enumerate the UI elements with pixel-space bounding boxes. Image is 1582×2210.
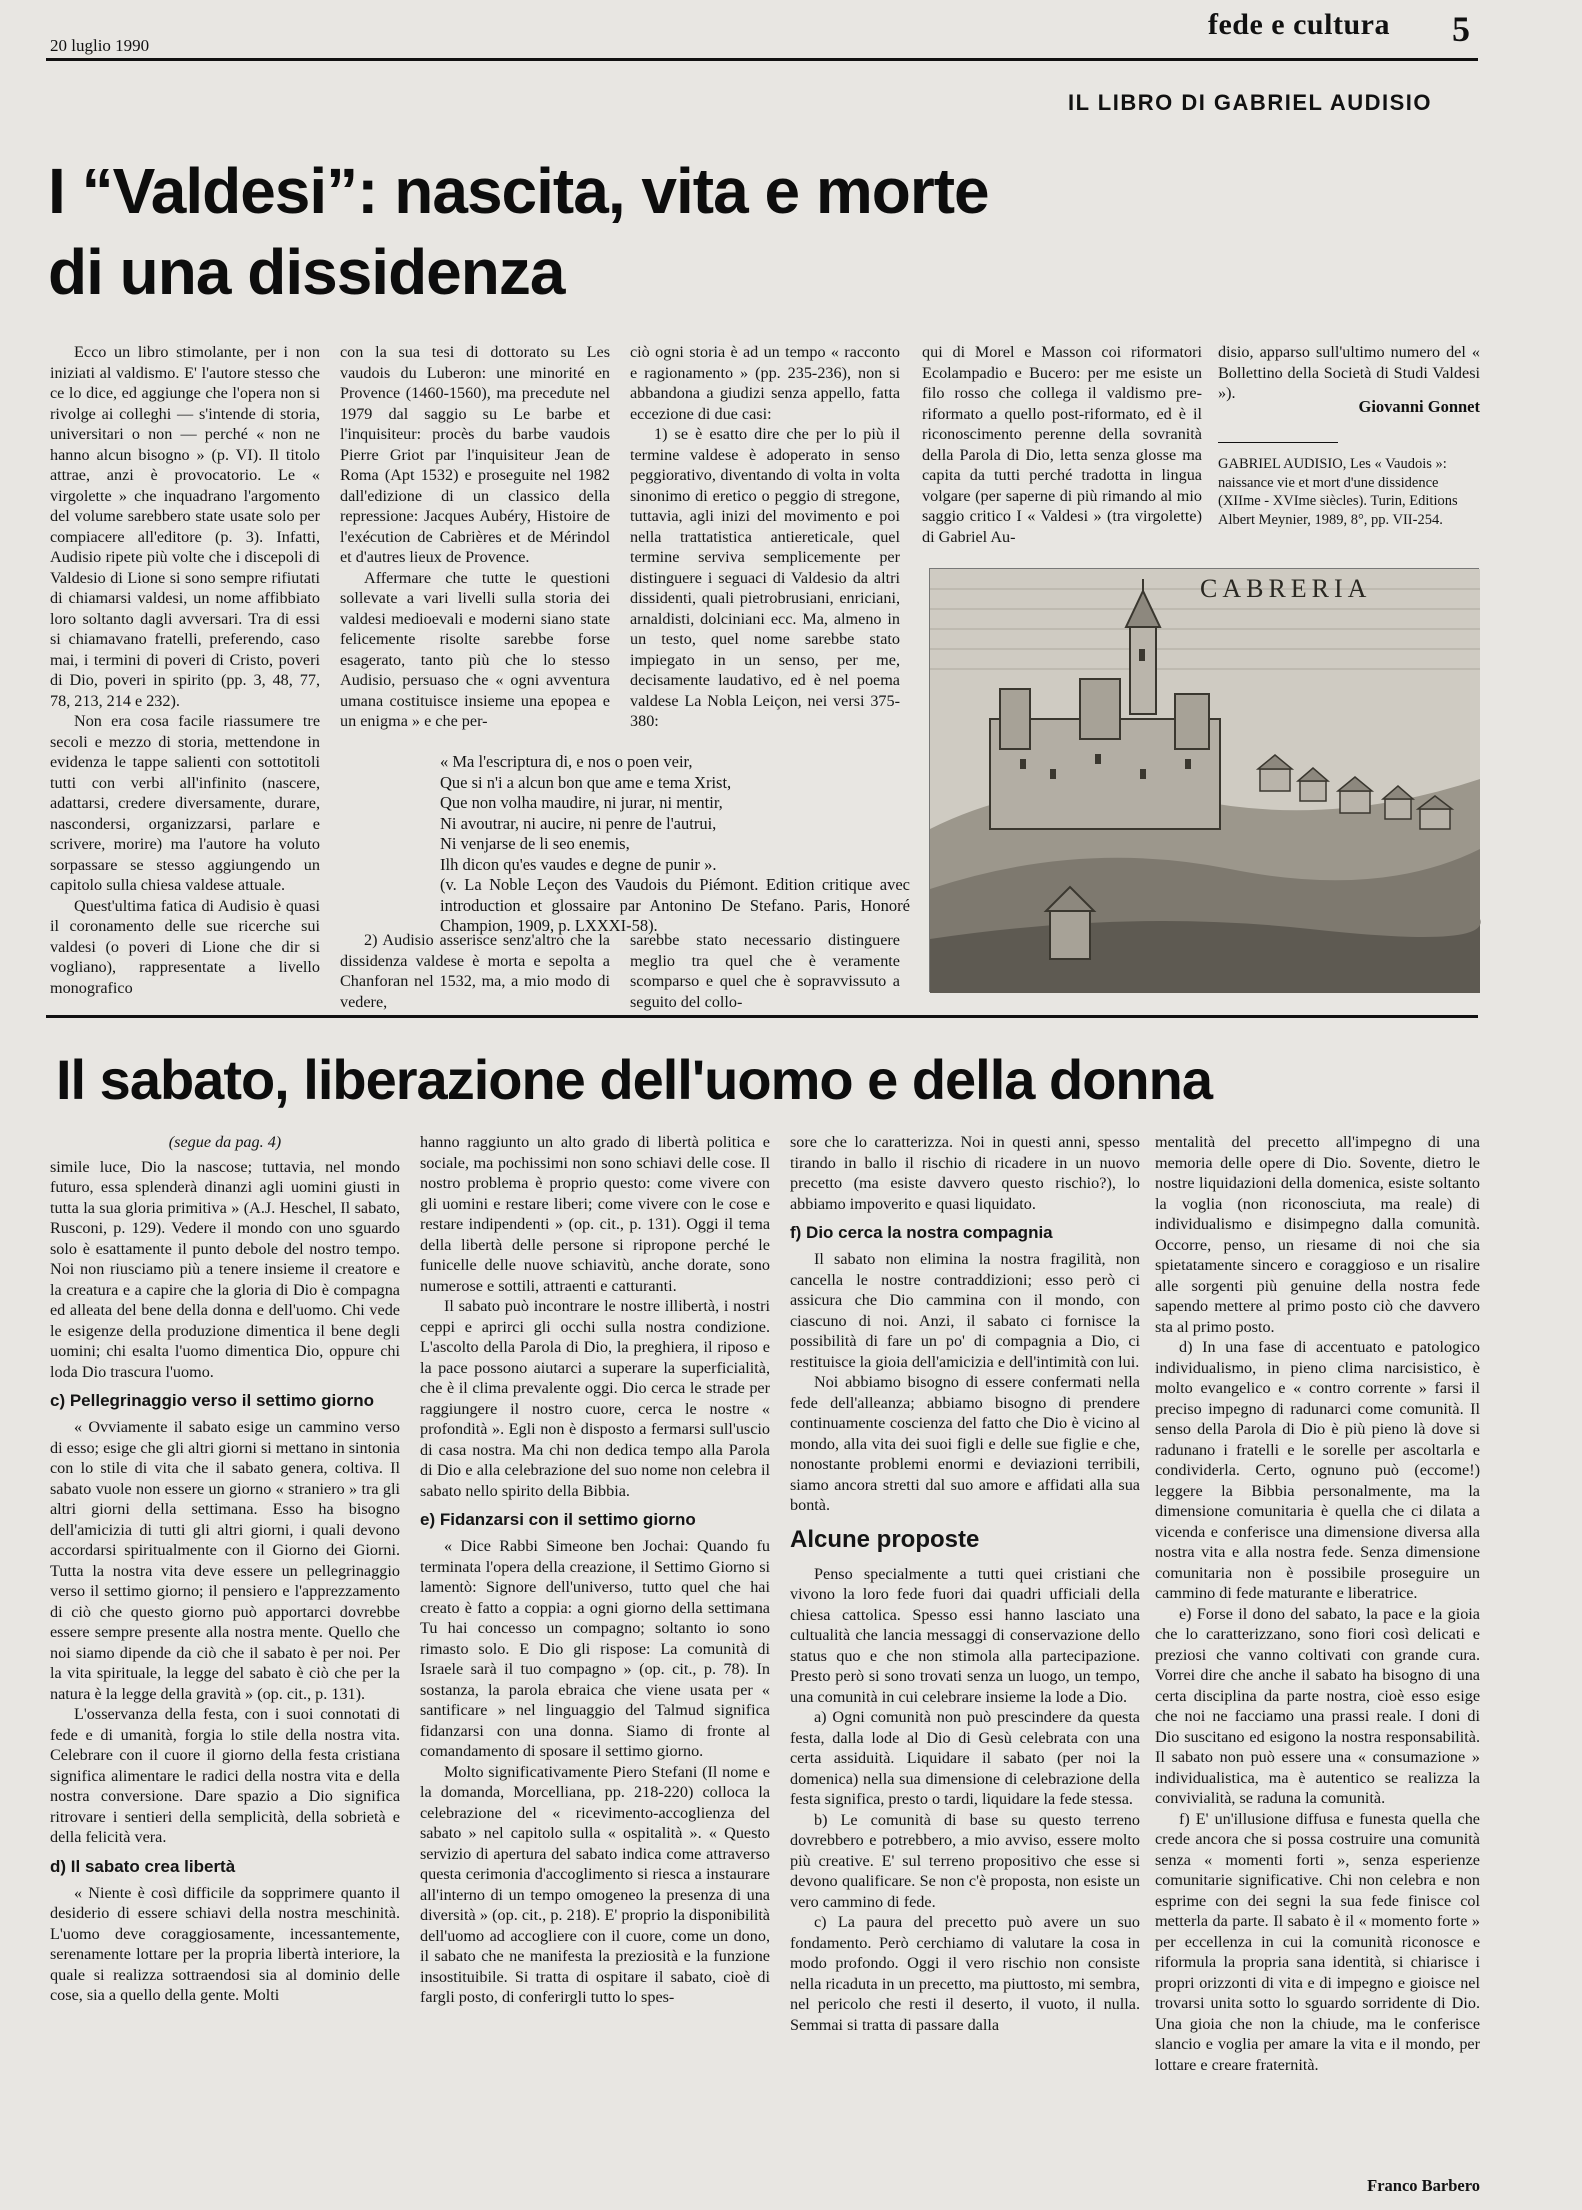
section-name: fede e cultura xyxy=(1208,8,1390,41)
paragraph: Quest'ultima fatica di Audisio è quasi il coronamento delle sue ricerche sui valdesi (o poveri di Lione che dir si vogliano), rappresentate a livello monografico xyxy=(50,896,320,997)
paragraph: Affermare che tutte le questioni sollevate a vari livelli sulla storia dei valdesi medioevali e moderni siano state felicemente risolte sarebbe forse esagerato, tanto più che lo stesso Audisio, persuaso che « ogni avventura umana costituisce insieme una epopea e un enigma » e che per- xyxy=(340,568,610,730)
paragraph: c) La paura del precetto può avere un suo fondamento. Però cerchiamo di valutare la cosa in modo profondo. Oggi il vero rischio non consiste nella ricaduta in un precetto, ma piuttosto, mi sembra, nel pericolo che resti il deserto, il vuoto, il nulla. Semmai si tratta di passare dalla xyxy=(790,1913,1140,2034)
verse-quotation xyxy=(440,752,910,937)
paragraph: a) Ogni comunità non può prescindere da questa festa, dalla lode al Dio di Gesù celebrata con una certa assiduità. Liquidare il sabato (per noi la domenica) nella sua dimensione di celebrazione della festa significa, presto o tardi, liquidare la fede stessa. xyxy=(790,1708,1140,1808)
subheading-proposals: Alcune proposte xyxy=(790,1525,980,1553)
paragraph: Molto significativamente Piero Stefani (Il nome e la domanda, Morcelliana, pp. 218-220) colloca la celebrazione del « ricevimento-accoglienza del sabato » nel capitolo sulla « ospitalità ». « Questo servizio di apertura del sabato indica come attraverso questa cerimonia d'accoglimento si riesca a instaurare all'interno di un tempo omogeneo la presenza di una diversità » (op. cit., p. 218). E' proprio la disponibilità dell'uomo ad accogliere con il cuore, come un dono, il sabato che ne manifesta la preziosità e la funzione insostituibile. Si tratta di ospitare il sabato, cioè di fargli posto, di conferirgli tutto lo spes- xyxy=(420,1762,770,2006)
paragraph: 2) Audisio asserisce senz'altro che la dissidenza valdese è morta e sepolta a Chanforan nel 1532, ma, a mio modo di vedere, xyxy=(340,931,610,1011)
verse-line: Que non volha maudire, ni jurar, ni mentir, xyxy=(440,793,723,812)
engraving-illustration xyxy=(930,569,1480,993)
verse-line: Que si n'i a alcun bon que ame e tema Xrist, xyxy=(440,772,732,792)
paragraph: sarebbe stato necessario distinguere meglio tra quel che è veramente scomparso e quel che è sopravvissuto a seguito del collo- xyxy=(630,931,900,1011)
article-divider xyxy=(46,1015,1478,1018)
issue-date: 20 luglio 1990 xyxy=(50,36,150,55)
article-title-line1: I “Valdesi”: nascita, vita e morte xyxy=(48,155,989,227)
verse-line: Ni avoutrar, ni aucire, ni penre de l'autrui, xyxy=(440,813,717,833)
paragraph: e) Forse il dono del sabato, la pace e la gioia che lo caratterizzano, sono fiori così delicati e preziosi che vanno coltivati con grande cura. Vorrei dire che anche il sabato ha bisogno di una certa disciplina da parte nostra, cioè esso esige che noi ne facciamo una prassi reale. I doni di Dio suscitano ed esigono la nostra responsabilità. Il sabato non può essere una « consumazione » individualistica, ma è autentico se realizza la convivialità, se raduna la comunità. xyxy=(1155,1604,1480,1807)
paragraph: Penso specialmente a tutti quei cristiani che vivono la loro fede fuori dai quadri ufficiali della chiesa cattolica. Spesso essi hanno lasciato una cultualità che lancia messaggi di conservazione dello status quo e che non stimola alla partecipazione. Presto però si sono trovati senza un luogo, un tempo, una comunità in cui celebrare insieme la lode a Dio. xyxy=(790,1564,1140,1706)
article2-column-2 xyxy=(420,1132,770,2202)
article1-author: Giovanni Gonnet xyxy=(1358,397,1480,416)
paragraph: Il sabato non elimina la nostra fragilità, non cancella le nostre contraddizioni; esso però ci assicura che Dio cammina con il mondo, con ciascuno di noi. Anzi, il sabato ci fornisce la possibilità di fare un po' di compagnia a Dio, ci restituisce la gioia dell'amicizia e dell'intimità con lui. xyxy=(790,1250,1140,1371)
verse-line: Ilh dicon qu'es vaudes e degne de punir ». xyxy=(440,854,717,874)
paragraph: « Dice Rabbi Simeone ben Jochai: Quando fu terminata l'opera della creazione, il Settimo Giorno si lamentò: Signore dell'universo, tutto quel che hai creato è fatto a coppia: a ogni giorno della settimana Tu hai concesso un compagno; soltanto io sono rimasto solo. E Dio gli rispose: La comunità di Israele sarà il tuo compagno » (op. cit., p. 78). In sostanza, la parola ebraica che viene usata per « santificare » nel linguaggio del Talmud significa fidanzarsi con una donna. Siamo di fronte al comandamento di sposare il settimo giorno. xyxy=(420,1537,770,1760)
article2-author: Franco Barbero xyxy=(1367,2176,1480,2195)
article1-column-2 xyxy=(340,342,610,767)
article1-column-1 xyxy=(50,342,320,1002)
verse-line: « Ma l'escriptura di, e nos o poen veir, xyxy=(440,752,693,771)
article-title-line2: di una dissidenza xyxy=(48,236,565,308)
article1-column-4 xyxy=(922,342,1202,557)
paragraph: Ecco un libro stimolante, per i non iniziati al valdismo. E' l'autore stesso che ce lo dice, ed aggiunge che l'opera non si rivolge ai colleghi — s'intende di storia, universitari o non — perché « non ne hanno alcun bisogno » (p. VI). Il titolo attrae, anzi è provocatorio. Le « virgolette » che inquadrano l'argomento del volume sarebbero state usate solo per compiacere all'editore (p. 3). Infatti, Audisio ripete più volte che i discepoli di Valdesio di Lione si sono sempre rifiutati di chiamarsi valdesi, un nome affibbiato loro soltanto dagli avversari. Tra di essi si chiamavano fratelli, preferendo, caso mai, i termini di poveri di Cristo, poveri di Dio, poveri in spirito (pp. 3, 48, 77, 78, 213, 214 e 232). xyxy=(50,343,320,710)
article2-column-4 xyxy=(1155,1132,1480,2172)
bibliography-note: GABRIEL AUDISIO, Les « Vaudois »: naissance vie et mort d'une dissidence (XIIme - XVIme siècles). Turin, Editions Albert Meynier, 1989, 8°, pp. VII-254. xyxy=(1218,456,1458,528)
header-rule xyxy=(46,58,1478,61)
paragraph: disio, apparso sull'ultimo numero del « Bollettino della Società di Studi Valdesi »). xyxy=(1218,343,1480,402)
subheading: e) Fidanzarsi con il settimo giorno xyxy=(420,1510,696,1529)
article1-column-3 xyxy=(630,342,900,767)
article1-column-3-continued xyxy=(630,930,900,1011)
paragraph: « Niente è così difficile da sopprimere quanto il desiderio di essere schiavi della nostra meschinità. L'uomo deve coraggiosamente, incessantemente, serenamente lottare per la propria libertà interiore, la quale si realizza sottraendosi sia al dominio delle cose, sia a quello della gente. Molti xyxy=(50,1883,400,2004)
paragraph: ciò ogni storia è ad un tempo « racconto e ragionamento » (pp. 235-236), non si abbandona a giudizi senza appello, fatta eccezione di due casi: xyxy=(630,343,900,423)
paragraph: Noi abbiamo bisogno di essere confermati nella fede dell'alleanza; abbiamo bisogno di prendere continuamente coscienza del fatto che Dio è vicino al mondo, alla vita dei suoi figli e delle sue figlie e che, nonostante problemi enormi e deviazioni terribili, siamo ancora stretti dal suo amore e affidati alla sua bontà. xyxy=(790,1373,1140,1514)
continued-note: (segue da pag. 4) xyxy=(168,1133,282,1151)
article2-title: Il sabato, liberazione dell'uomo e della donna xyxy=(56,1048,1212,1111)
article2-column-3 xyxy=(790,1132,1140,2202)
cabreria-engraving xyxy=(929,568,1479,992)
subheading: d) Il sabato crea libertà xyxy=(50,1856,236,1876)
subheading: c) Pellegrinaggio verso il settimo giorno xyxy=(50,1391,375,1410)
article1-column-2-continued xyxy=(340,930,610,1011)
paragraph: b) Le comunità di base su questo terreno dovrebbero e potrebbero, a mio avviso, essere molto più creative. E' sul terreno propositivo che esse si devono qualificare. Se non c'è proposta, non esiste un vero cammino di fede. xyxy=(790,1810,1140,1911)
author-rule xyxy=(1218,442,1338,443)
paragraph: con la sua tesi di dottorato su Les vaudois du Luberon: une minorité en Provence (1460-1560), ma precedute nel 1979 dal saggio su Le barbe et l'inquisiteur: procès du barbe vaudois Pierre Griot par l'inquisiteur Jean de Roma (Apt 1532) e proseguite nel 1982 dall'edizione di un classico della repressione: Jacques Aubéry, Histoire de l'exécution de Cabrières et de Mérindol et d'autres lieux de Provence. xyxy=(340,343,610,566)
paragraph: qui di Morel e Masson coi riformatori Ecolampadio e Bucero: per me esiste un filo rosso che collega il valdismo pre-riformato a quello post-riformato, ed è il riconoscimento perenne della sovranità della Parola di Dio, letta senza glosse ma capita da tutti perché tradotta in lingua volgare (per saperne di più rimando al mio saggio critico I « Valdesi » (tra virgolette) di Gabriel Au- xyxy=(922,343,1202,546)
paragraph: Il sabato può incontrare le nostre illibertà, i nostri ceppi e aprirci gli occhi sulla nostra condizione. L'ascolto della Parola di Dio, la preghiera, il riposo e la pace possono aiutarci a superare la superficialità, che è il clima prevalente oggi. Dio cerca le strade per raggiungere il nostro cuore, cerca le nostre « profondità ». Egli non è disposto a fermarsi sull'uscio di casa nostra. Ma chi non dedica tempo alla Parola di Dio e alla celebrazione del suo nome non celebra il sabato nello spirito della Bibbia. xyxy=(420,1297,770,1500)
paragraph: L'osservanza della festa, con i suoi connotati di fede e di umanità, forgia lo stile della nostra vita. Celebrare con il cuore il giorno della festa cristiana significa alimentare le radici della nostra vita e della nostra conversione. Dare spazio a Dio significa ritrovare i sentieri della semplicità, della sobrietà e della felicità vera. xyxy=(50,1705,400,1846)
paragraph: « Ovviamente il sabato esige un cammino verso di esso; esige che gli altri giorni si mettano in sintonia con lo stile di vita che il sabato genera, coltiva. Il sabato vuole non essere un giorno « straniero » tra gli altri giorni della settimana. Esso ha bisogno dell'amicizia di tutti gli altri giorni, i quali devono accordarsi spiritualmente con il Giorno dei Giorni. Tutta la nostra vita deve essere un pellegrinaggio verso il settimo giorno; il pensiero e l'apprezzamento di ciò che questo giorno può apportarci dovrebbe essere sempre presente alla nostra mente. Quello che noi siamo dipende da ciò che il sabato è per noi. Per la vita spirituale, la legge del sabato è ciò che per la natura è la legge della gravità » (op. cit., p. 131). xyxy=(50,1418,400,1703)
verse-line: Ni venjarse de li seo enemis, xyxy=(440,834,630,853)
paragraph: hanno raggiunto un alto grado di libertà politica e sociale, ma pochissimi non sono schiavi delle cose. Il nostro problema è proprio questo: come vivere con gli uomini e restare liberi; come vivere con le cose e restare indipendenti » (op. cit., p. 131). Oggi il tema della libertà delle persone si ripropone perché le funicelle delle nuove schiavitù, anche dorate, sono numerose e sottili, attraenti e catturanti. xyxy=(420,1133,770,1295)
subheading: f) Dio cerca la nostra compagnia xyxy=(790,1223,1053,1242)
paragraph: simile luce, Dio la nascose; tuttavia, nel mondo futuro, essa splenderà dinanzi agli uomini giusti in tutta la sua gloria primitiva » (A.J. Heschel, Il sabato, Rusconi, p. 129). Vedere il mondo con uno sguardo solo è esattamente il punto debole del nostro tempo. Noi non riusciamo più a tenere insieme il creatore e la creatura e a capire che la gloria di Dio è compagna ed alleata del bene della donna e dell'uomo. Chi vede le esigenze della produzione dimentica il bene degli uomini; chi esalta l'uomo dimentica Dio, oppure chi loda Dio trascura l'uomo. xyxy=(50,1157,400,1381)
paragraph: mentalità del precetto all'impegno di una memoria delle opere di Dio. Sovente, dietro le nostre liquidazioni della domenica, esiste soltanto la voglia (non riconosciuta, ma reale) di individualismo e disimpegno dalla comunità. Occorre, penso, un riesame di noi che sia spietatamente sincero e coraggioso e un risalire alle sorgenti più genuine della nostra fede sapendo mettere al primo posto ciò che davvero sta al primo posto. xyxy=(1155,1133,1480,1336)
paragraph: 1) se è esatto dire che per lo più il termine valdese è adoperato in senso peggiorativo, diventando di volta in volta sinonimo di eretico o peggio di stregone, tuttavia, agli inizi del movimento e poi nella trattatistica antiereticale, quel termine serviva semplicemente per distinguere i seguaci di Valdesio da altri dissidenti, quali pietrobrusiani, enriciani, arnaldisti, dolciniani ecc. Ma, almeno in un testo, quel nome sarebbe stato impiegato in un senso, per me, decisamente laudativo, ed è nel poema valdese La Nobla Leiçon, nei versi 375-380: xyxy=(630,425,900,730)
paragraph: f) E' un'illusione diffusa e funesta quella che crede ancora che si possa costruire una comunità senza « momenti forti », senza esperienze comunitarie significative. Chi non celebra e non esprime con dei segni la sua fede finisce col metterla da parte. Il sabato è il « momento forte » per eccellenza in cui la comunità riconosce e riformula la propria sana identità, si chiarisce i propri orizzonti di vita e di impegno e gioisce nel trovarsi unita sotto lo sguardo sorridente di Dio. Una gioia che non la chiude, ma le conferisce slancio e voglia per amare la vita e il mondo, per lottare e creare fraternità. xyxy=(1155,1809,1480,2074)
page-number: 5 xyxy=(1452,9,1470,49)
paragraph: d) In una fase di accentuato e patologico individualismo, in pieno clima narcisistico, è molto evangelico e « contro corrente » farsi il preciso impegno di radunarci come comunità. Il senso della Parola di Dio è più pieno là dove si radunano i fratelli e le sorelle per ascoltarla e condividerla. Certo, ognuno può (eccome!) leggere la Bibbia personalmente, ma la dimensione comunitaria è quella che ci dilata a vicenda e conferisce una dimensione diversa alla nostra vita e alla nostra fede. Senza dimensione comunitaria non è possibile proseguire un cammino di fede maturante e liberatrice. xyxy=(1155,1338,1480,1602)
article2-column-1 xyxy=(50,1132,400,2202)
paragraph: sore che lo caratterizza. Noi in questi anni, spesso tirando in ballo il rischio di ricadere in un nuovo precetto (ma esiste davvero questo rischio?), lo abbiamo impoverito e quasi liquidato. xyxy=(790,1133,1140,1213)
verse-reference: (v. La Noble Leçon des Vaudois du Piémont. Edition critique avec introduction et glossaire par Antonino De Stefano. Paris, Honoré Champion, 1909, p. LXXXI-58). xyxy=(440,875,910,935)
article-kicker: IL LIBRO DI GABRIEL AUDISIO xyxy=(1068,90,1433,115)
engraving-caption: CABRERIA xyxy=(1200,574,1372,603)
paragraph: Non era cosa facile riassumere tre secoli e mezzo di storia, mettendone in evidenza le tappe salienti con sottotitoli tutti con verbi all'infinito (nascere, adattarsi, credere diversamente, durare, nascondersi, organizzarsi, parlare e scrivere, morire) ma l'autore ha voluto sorpassare se stesso aggiungendo un capitolo sulla chiesa valdese attuale. xyxy=(50,712,320,894)
